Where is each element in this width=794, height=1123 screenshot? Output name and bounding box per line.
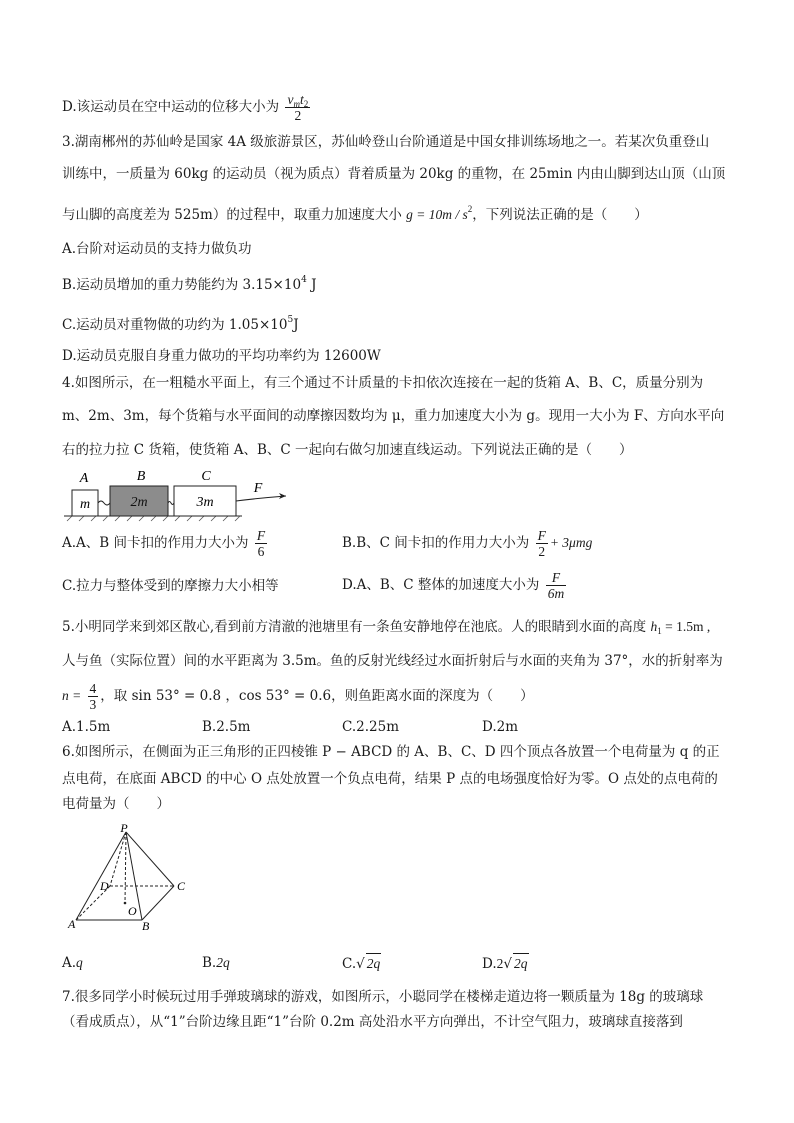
q6-stem-line-3: 电荷量为（ ） [62, 796, 170, 812]
q6-stem-line-1: 6.如图所示，在侧面为正三角形的正四棱锥 P − ABCD 的 A、B、C、D 四个顶点各放置一个电荷量为 q 的正 [62, 744, 720, 760]
q3-option-c: C.运动员对重物做的功约为 $1.05\times 10^5J$ [62, 315, 299, 333]
cargo-boxes-figure [64, 466, 294, 522]
pyramid-figure [62, 820, 192, 932]
mass-c: 3m [196, 495, 214, 510]
q4-option-c: C.拉力与整体受到的摩擦力大小相等 [62, 578, 279, 594]
q7-stem-line-2: （看成质点），从“1”台阶边缘且距“1”台阶 0.2m 高处沿水平方向弹出，不计空气阻力，玻璃球直接落到 [62, 1014, 683, 1030]
label-d: D [100, 879, 109, 893]
label-a: A [79, 471, 89, 486]
edge-bc [142, 886, 174, 920]
q3-option-a: A.台阶对运动员的支持力做负功 [62, 241, 252, 257]
q5-stem-line-3: n = $\frac{4}{3}$ ，取 sin 53° = 0.8 ，cos 53° = 0.6，则鱼距离水面的深度为（ ） [62, 681, 534, 712]
q3-option-d: D.运动员克服自身重力做功的平均功率约为 12600W [62, 348, 381, 364]
height-po [125, 832, 126, 903]
q7-stem-line-1: 7.很多同学小时候玩过用手弹玻璃球的游戏，如图所示，小聪同学在楼梯走道边将一颗质量为 18g 的玻璃球 [62, 989, 704, 1005]
label-c: C [201, 469, 211, 484]
edge-pd [110, 832, 126, 886]
q4-stem-line-3: 右的拉力拉 C 货箱，使货箱 A、B、C 一起向右做匀加速直线运动。下列说法正确的是（ ） [62, 442, 633, 458]
q3-option-b: B.运动员增加的重力势能约为 $3.15\times 10^4$ J [62, 275, 317, 293]
sqrt-sign: √ [356, 956, 365, 972]
q5-option-d: D.2m [482, 719, 519, 735]
q5-option-a: A.1.5m [62, 719, 111, 735]
q2-option-d: D.该运动员在空中运动的位移大小为 $\frac{v_mt_2}{2}$ [62, 92, 309, 123]
q6-option-c: C.√ 2q [342, 953, 381, 974]
q6-stem-line-2: 点电荷，在底面 ABCD 的中心 O 点处放置一个负点电荷，结果 P 点的电场强度恰好为零。O 点处的点电荷的 [62, 771, 718, 787]
force-arrow [236, 496, 286, 501]
label-force: F [253, 481, 263, 496]
q6-option-b: B.2q [202, 955, 230, 971]
label-p: P [120, 821, 128, 835]
q3-stem-line-2: 训练中，一质量为 60kg 的运动员（视为质点）背着质量为 20kg 的重物，在 25min 内由山脚到达山顶（山顶 [62, 166, 726, 182]
q6-option-a: A.q [62, 955, 83, 971]
label-b: B [142, 919, 150, 932]
q4-stem-line-2: m、2m、3m，每个货箱与水平面间的动摩擦因数均为 μ，重力加速度大小为 g。现用一大小为 F、方向水平向 [62, 408, 725, 424]
edge-pa [76, 832, 126, 920]
q3-stem-line-3: 与山脚的高度差为 525m）的过程中，取重力加速度大小 $g = 10m / s^2$，下列说法正确的是（ ） [62, 204, 648, 223]
q2-fraction: $\frac{v_mt_2}{2}$ [287, 92, 309, 123]
q5-stem-line-2: 人与鱼（实际位置）间的水平距离为 3.5m。鱼的反射光线经过水面折射后与水面的夹角为 37°，水的折射率为 [62, 653, 723, 669]
q4-stem-line-1: 4.如图所示，在一粗糙水平面上，有三个通过不计质量的卡扣依次连接在一起的货箱 A、B、C，质量分别为 [62, 375, 704, 391]
sqrt-sign: √ [503, 956, 512, 972]
label-a: A [68, 917, 76, 931]
label-o: O [128, 904, 137, 918]
point-o [124, 902, 127, 905]
mass-a: m [79, 497, 91, 512]
q4-option-a: A.A、B 间卡扣的作用力大小为 $\frac{F}{6}$ [62, 528, 266, 559]
q3-stem-line-1: 3.湖南郴州的苏仙岭是国家 4A 级旅游景区，苏仙岭登山台阶通道是中国女排训练场地之一。若某次负重登山 [62, 134, 710, 150]
ground-hatching [67, 516, 240, 521]
clasp-bc [168, 502, 174, 505]
q4-option-d: D.A、B、C 整体的加速度大小为 $\frac{F}{6m}$ [342, 570, 565, 601]
clasp-ab [98, 501, 110, 505]
mass-b: 2m [130, 495, 148, 510]
edge-pc [126, 832, 174, 886]
q5-option-c: C.2.25m [342, 719, 399, 735]
q4-option-b: B.B、C 间卡扣的作用力大小为 $\frac{F}{2}$ + 3μmg [342, 528, 593, 559]
q5-option-b: B.2.5m [202, 719, 251, 735]
q6-option-d: D.2√ 2q [482, 953, 529, 974]
q5-stem-line-1: 5.小明同学来到郊区散心,看到前方清澈的池塘里有一条鱼安静地停在池底。人的眼睛到水面的高度 $h_1 = 1.5m$ , [62, 619, 711, 636]
label-c: C [177, 879, 186, 893]
label-b: B [136, 469, 146, 484]
